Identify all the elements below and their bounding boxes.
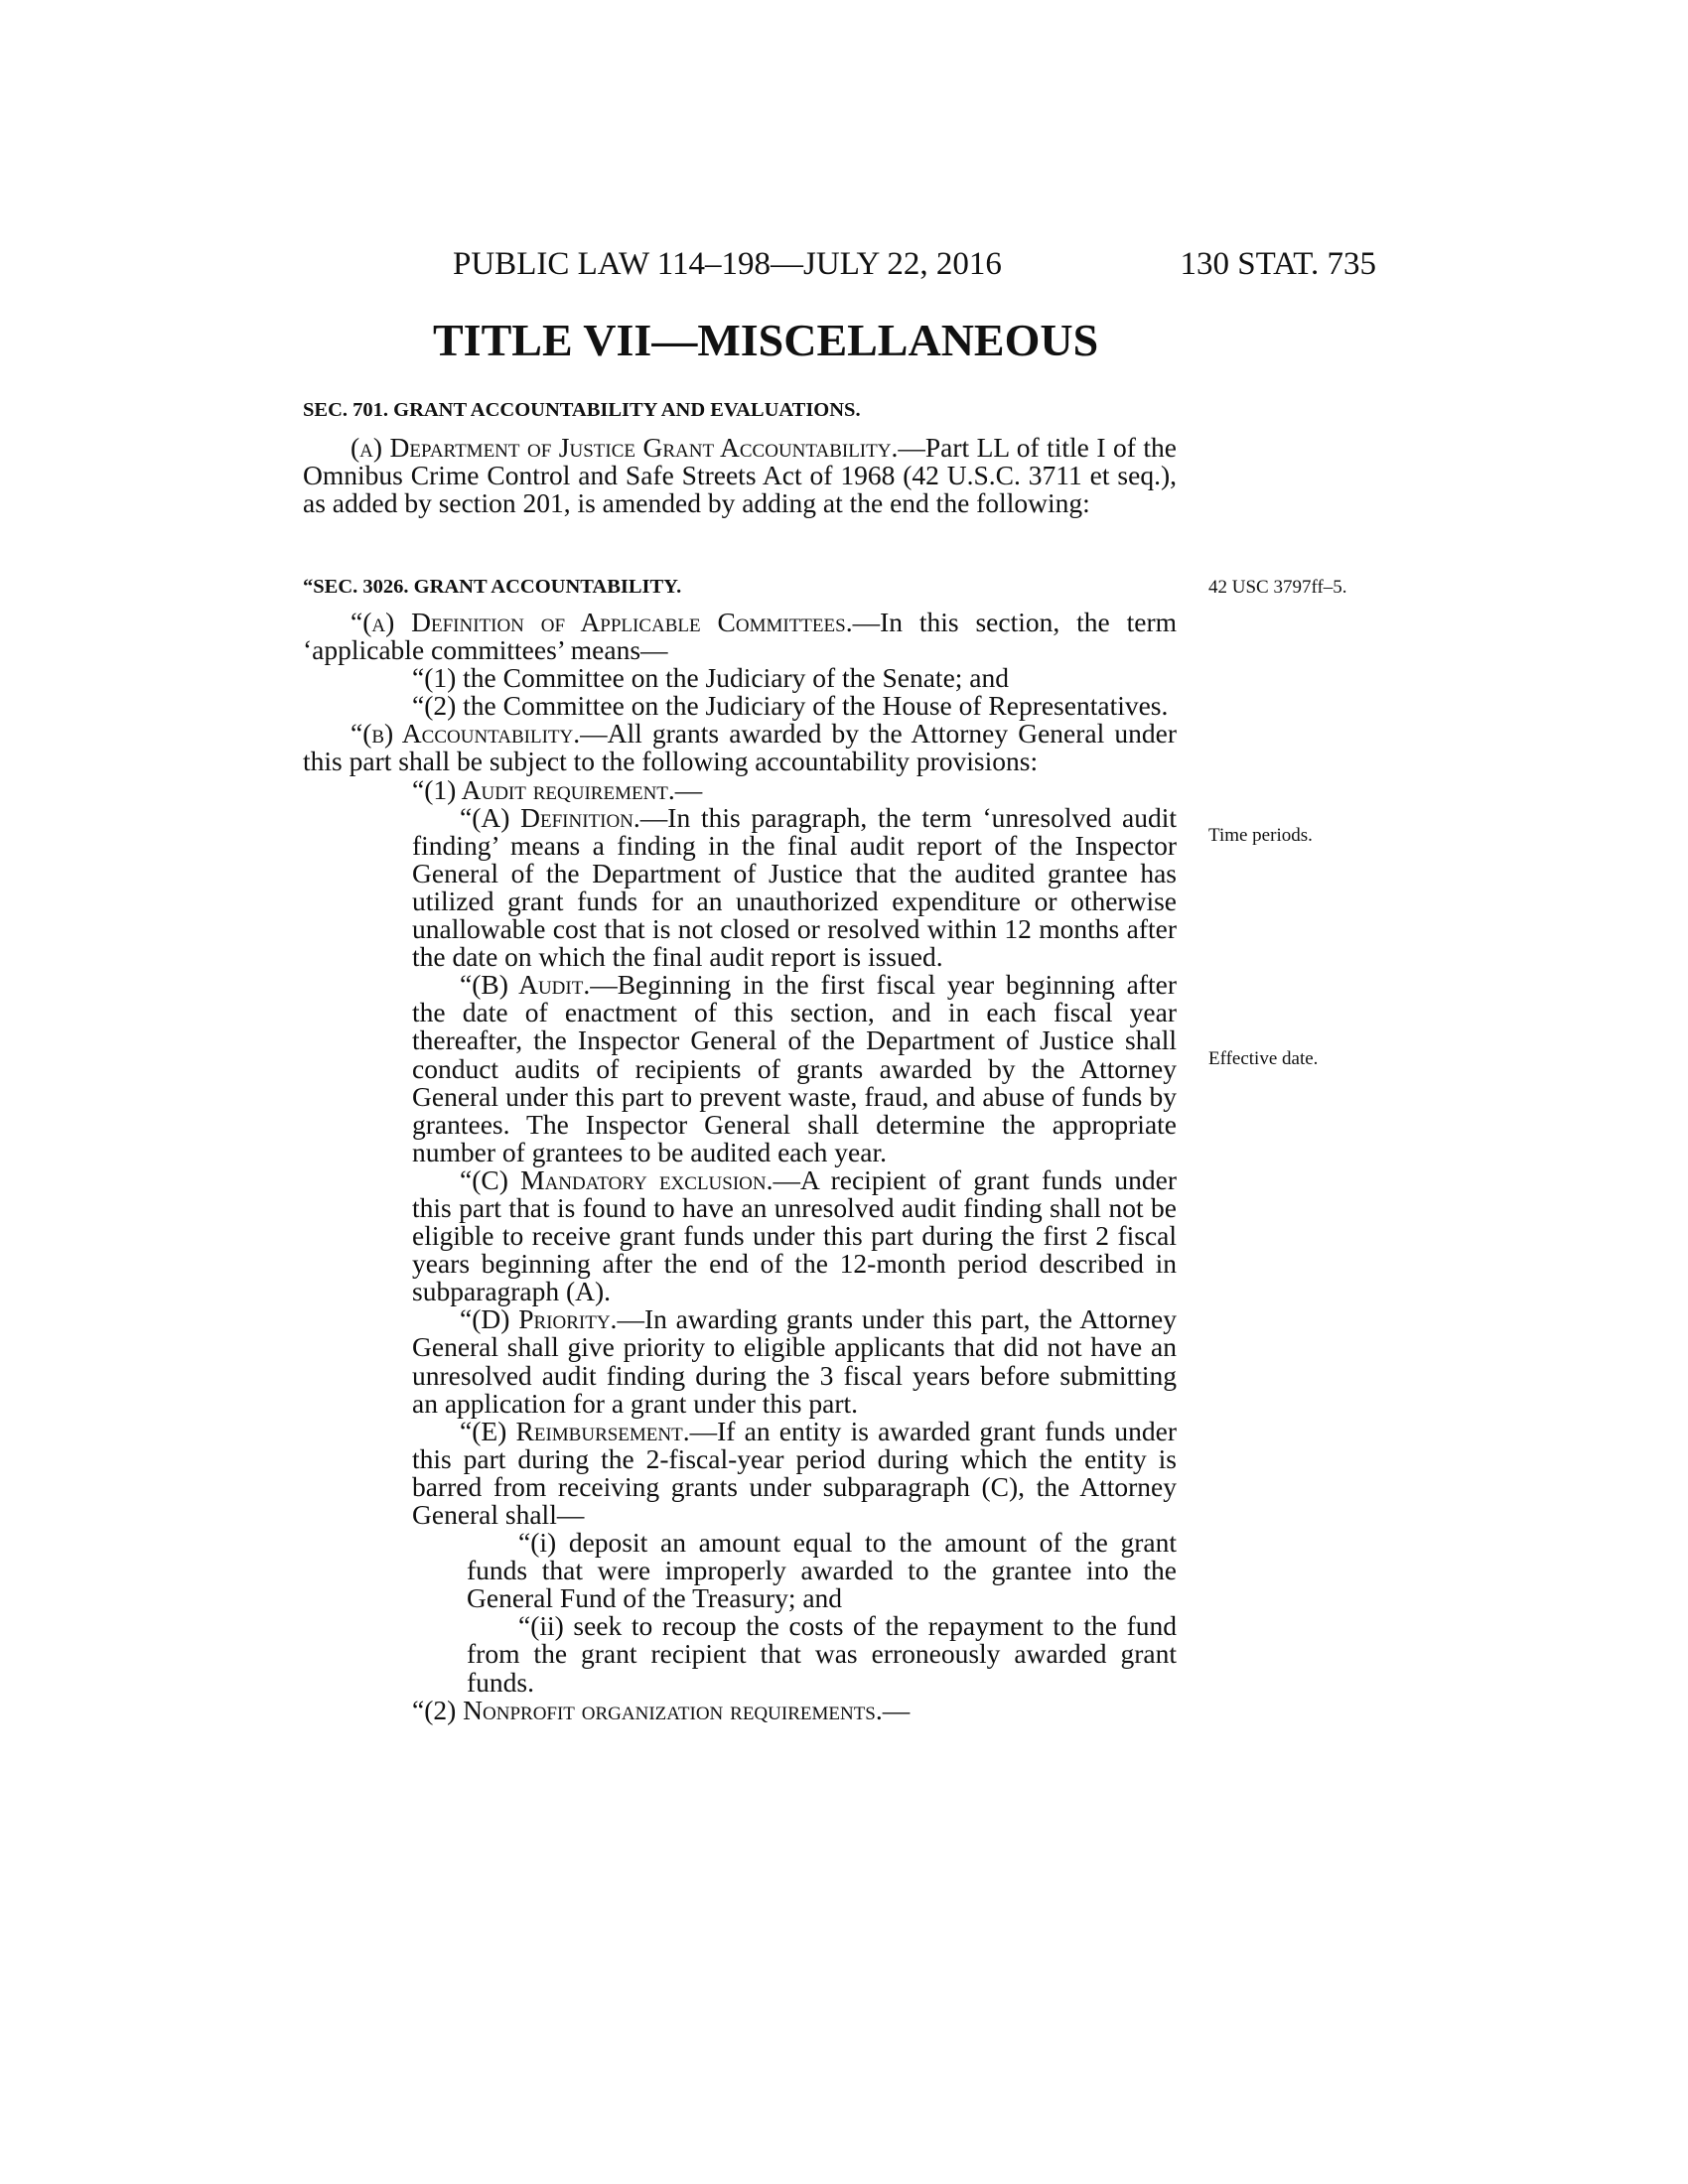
paragraph-a-caption: “(a) Definition of Applicable Committees. xyxy=(351,607,853,637)
paragraph-b2-text: — xyxy=(882,1694,911,1725)
subparagraph-C xyxy=(303,1163,1177,1307)
subparagraph-D-caption: “(D) Priority. xyxy=(460,1303,618,1335)
paragraph-a-text: —In this section, the term ‘applicable committees’ means— xyxy=(303,607,1178,666)
section-3026-body xyxy=(303,609,1177,1724)
subparagraph-B xyxy=(303,971,1177,1166)
title-heading: TITLE VII—MISCELLANEOUS xyxy=(433,315,1099,365)
paragraph-a2: “(2) the Committee on the Judiciary of the House of Representatives. xyxy=(412,690,1169,722)
paragraph-a xyxy=(303,609,1177,664)
subparagraph-D xyxy=(303,1305,1177,1417)
paragraph-b1 xyxy=(303,773,1177,805)
time-periods-note: Time periods. xyxy=(1208,825,1313,846)
section-701-a-text: —Part LL of title I of the Omnibus Crime Control and Safe Streets Act of 1968 (42 U.S.C. 3711 et seq.), as added by section 201, is amended by adding at the end the following: xyxy=(303,432,1178,519)
stat-page-number: 130 STAT. 735 xyxy=(1180,246,1376,282)
subparagraph-E xyxy=(303,1415,1177,1530)
subparagraph-A-text: —In this paragraph, the term ‘unresolved audit finding’ means a finding in the final audit report of the Inspector General of the Department of Justice that the audited grantee has utilized grant funds for an unauthorized expenditure or otherwise unallowable cost that is not closed or resolved within 12 months after the date on which the final audit report is issued. xyxy=(412,801,1178,973)
subparagraph-A-caption: “(A) Definition. xyxy=(460,801,640,833)
subparagraph-E-text: —If an entity is awarded grant funds under this part during the 2-fiscal-year period during which the entity is barred from receiving grants under subparagraph (C), the Attorney General shall— xyxy=(412,1415,1177,1530)
paragraph-a1: “(1) the Committee on the Judiciary of the Senate; and xyxy=(412,662,1009,694)
paragraph-b-text: —All grants awarded by the Attorney General under this part shall be subject to the following accountability provisions: xyxy=(303,718,1177,777)
section-3026-heading: “SEC. 3026. GRANT ACCOUNTABILITY. xyxy=(303,576,682,598)
clause-ii: “(ii) seek to recoup the costs of the repayment to the fund from the grant recipient that was erroneously awarded grant funds. xyxy=(467,1610,1177,1698)
subparagraph-B-caption: “(B) Audit. xyxy=(460,969,591,1001)
paragraph-b1-caption: “(1) Audit requirement. xyxy=(412,773,675,805)
section-701-a-caption: (a) Department of Justice Grant Accountability. xyxy=(351,432,899,463)
subparagraph-C-text: —A recipient of grant funds under this part that is found to have an unresolved audit finding shall not be eligible to receive grant funds under this part during the first 2 fiscal years beginning after the end of the 12-month period described in subparagraph (A). xyxy=(412,1163,1177,1307)
paragraph-b xyxy=(303,720,1177,775)
paragraph-b1-text: — xyxy=(674,773,703,805)
subparagraph-A xyxy=(303,801,1178,973)
subparagraph-C-caption: “(C) Mandatory exclusion. xyxy=(460,1163,774,1195)
subparagraph-D-text: —In awarding grants under this part, the Attorney General shall give priority to eligible applicants that did not have an unresolved audit finding during the 3 fiscal years before submitting an application for a grant under this part. xyxy=(412,1303,1177,1419)
paragraph-b-caption: “(b) Accountability. xyxy=(351,718,581,750)
effective-date-note: Effective date. xyxy=(1208,1048,1319,1069)
paragraph-b2-caption: “(2) Nonprofit organization requirements. xyxy=(412,1694,883,1725)
section-701-heading: SEC. 701. GRANT ACCOUNTABILITY AND EVALUATIONS. xyxy=(303,399,861,421)
running-head: PUBLIC LAW 114–198—JULY 22, 2016 xyxy=(453,246,1002,282)
subparagraph-B-text: —Beginning in the first fiscal year beginning after the date of enactment of this section, and in each fiscal year thereafter, the Inspector General of the Department of Justice shall conduct audits of recipients of grants awarded by the Attorney General under this part to prevent waste, fraud, and abuse of funds by grantees. The Inspector General shall determine the appropriate number of grantees to be audited each year. xyxy=(412,969,1177,1167)
subparagraph-E-caption: “(E) Reimbursement. xyxy=(460,1415,690,1446)
usc-citation-note: 42 USC 3797ff–5. xyxy=(1208,577,1347,598)
paragraph-b2 xyxy=(303,1694,1177,1725)
section-701-a-paragraph xyxy=(303,434,1177,517)
clause-i: “(i) deposit an amount equal to the amount of the grant funds that were improperly awarded to the grantee into the General Fund of the Treasury; and xyxy=(467,1527,1177,1614)
